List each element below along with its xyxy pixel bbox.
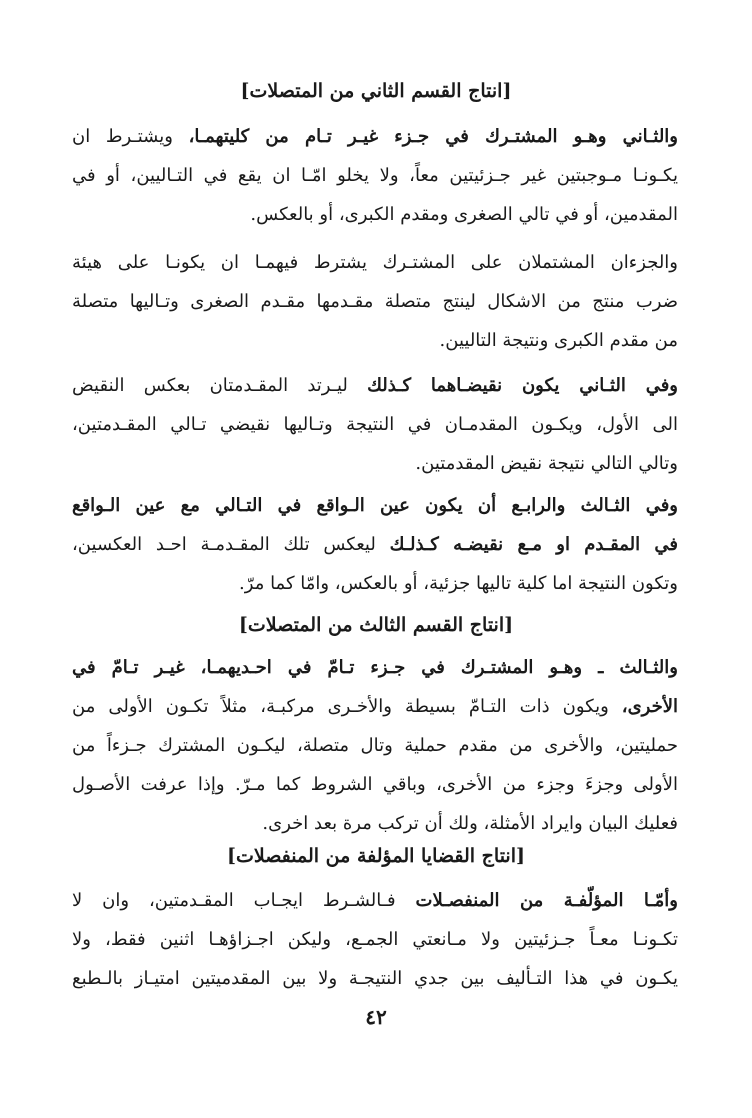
text-line — [72, 881, 678, 920]
text-line — [72, 156, 678, 195]
section-heading: [انتاج القسم الثاني من المتصلات] — [240, 80, 512, 102]
text-line — [72, 195, 678, 234]
section-heading: [انتاج القسم الثالث من المتصلات] — [238, 614, 514, 636]
text-line — [72, 525, 678, 564]
bold-phrase: والثـالث ـ وهـو المشتـرك في جـزء تـامّ في احـديهمـا، غيـر تـامّ في — [72, 657, 678, 678]
text-line — [72, 321, 678, 360]
line-text: حمليتين، والأخرى من مقدم حملية وتال متصلة، ليكـون المشترك جـزءاً من — [72, 735, 678, 756]
paragraph — [72, 486, 678, 603]
line-text: وتالي التالي نتيجة نقيض المقدمتين. — [415, 453, 678, 474]
line-text: تكـونـا معـاً جـزئيتين ولا مـانعتي الجمـع، وليكن اجـزاؤهـا اثنين فقط، ولا — [72, 929, 678, 950]
line-text: فـالشـرط ايجـاب المقـدمتين، وان لا — [72, 890, 416, 911]
line-text: ويشتـرط ان — [72, 126, 189, 147]
paragraph — [72, 648, 678, 843]
text-line — [72, 765, 678, 804]
bold-phrase: وأمّـا المؤلّفـة من المنفصـلات — [415, 890, 678, 911]
line-text: ليعكس تلك المقـدمـة احـد العكسين، — [72, 534, 390, 555]
bold-phrase: الأخرى، — [621, 696, 678, 717]
text-line — [72, 117, 678, 156]
text-line — [72, 243, 678, 282]
line-text: والجزءان المشتملان على المشتـرك يشترط فيهمـا ان يكونـا على هيئة — [72, 252, 678, 273]
line-text: الى الأول، ويكـون المقدمـان في النتيجة وتـاليها نقيضي تـالي المقـدمتين، — [72, 414, 678, 435]
text-line — [72, 920, 678, 959]
page-number: ٤٢ — [365, 1005, 387, 1029]
paragraph — [72, 117, 678, 234]
text-line — [72, 282, 678, 321]
line-text: يكـون في هذا التـأليف بين جدي النتيجـة ولا بين المقدميتين امتيـاز بالـطبع — [72, 968, 678, 989]
line-text: ضرب منتج من الاشكال لينتج متصلة مقـدمها مقـدم الصغرى وتـاليها متصلة — [72, 291, 678, 312]
text-line — [72, 726, 678, 765]
bold-phrase: في المقـدم او مـع نقيضـه كـذلـك — [389, 534, 678, 555]
paragraph — [72, 881, 678, 998]
text-line — [72, 444, 678, 483]
line-text: ويكون ذات التـامّ بسيطة والأخـرى مركبـة، مثلاً تكـون الأولى من — [72, 696, 622, 717]
line-text: فعليك البيان وايراد الأمثلة، ولك أن تركب مرة بعد اخرى. — [262, 813, 678, 834]
bold-phrase: والثـاني وهـو المشتـرك في جـزء غيـر تـام من كليتهمـا، — [188, 126, 678, 147]
bold-phrase: وفي الثـالث والرابـع أن يكون عين الـواقع في التـالي مع عين الـواقع — [72, 495, 678, 516]
text-line — [72, 564, 678, 603]
paragraph — [72, 366, 678, 483]
paragraph — [72, 243, 678, 360]
text-line — [72, 804, 678, 843]
line-text: المقدمين، أو في تالي الصغرى ومقدم الكبرى، أو بالعكس. — [250, 204, 678, 225]
line-text: وتكون النتيجة اما كلية تاليها جزئية، أو بالعكس، وامّا كما مرّ. — [239, 573, 678, 594]
text-line — [72, 959, 678, 998]
section-heading: [انتاج القضايا المؤلفة من المنفصلات] — [226, 845, 525, 867]
line-text: يكـونـا مـوجبتين غير جـزئيتين معاً، ولا يخلو امّـا ان يقع في التـاليين، أو في — [72, 165, 678, 186]
line-text: الأولى وجزءَ وجزء من الأخرى، وباقي الشروط كما مـرّ. وإذا عرفت الأصـول — [72, 774, 678, 795]
bold-phrase: وفي الثـاني يكون نقيضـاهما كـذلك — [367, 375, 678, 396]
text-line — [72, 405, 678, 444]
text-line — [72, 648, 678, 687]
line-text: ليـرتد المقـدمتان بعكس النقيض — [72, 375, 368, 396]
text-line — [72, 687, 678, 726]
text-line — [72, 366, 678, 405]
line-text: من مقدم الكبرى ونتيجة التاليين. — [439, 330, 678, 351]
text-line — [72, 486, 678, 525]
